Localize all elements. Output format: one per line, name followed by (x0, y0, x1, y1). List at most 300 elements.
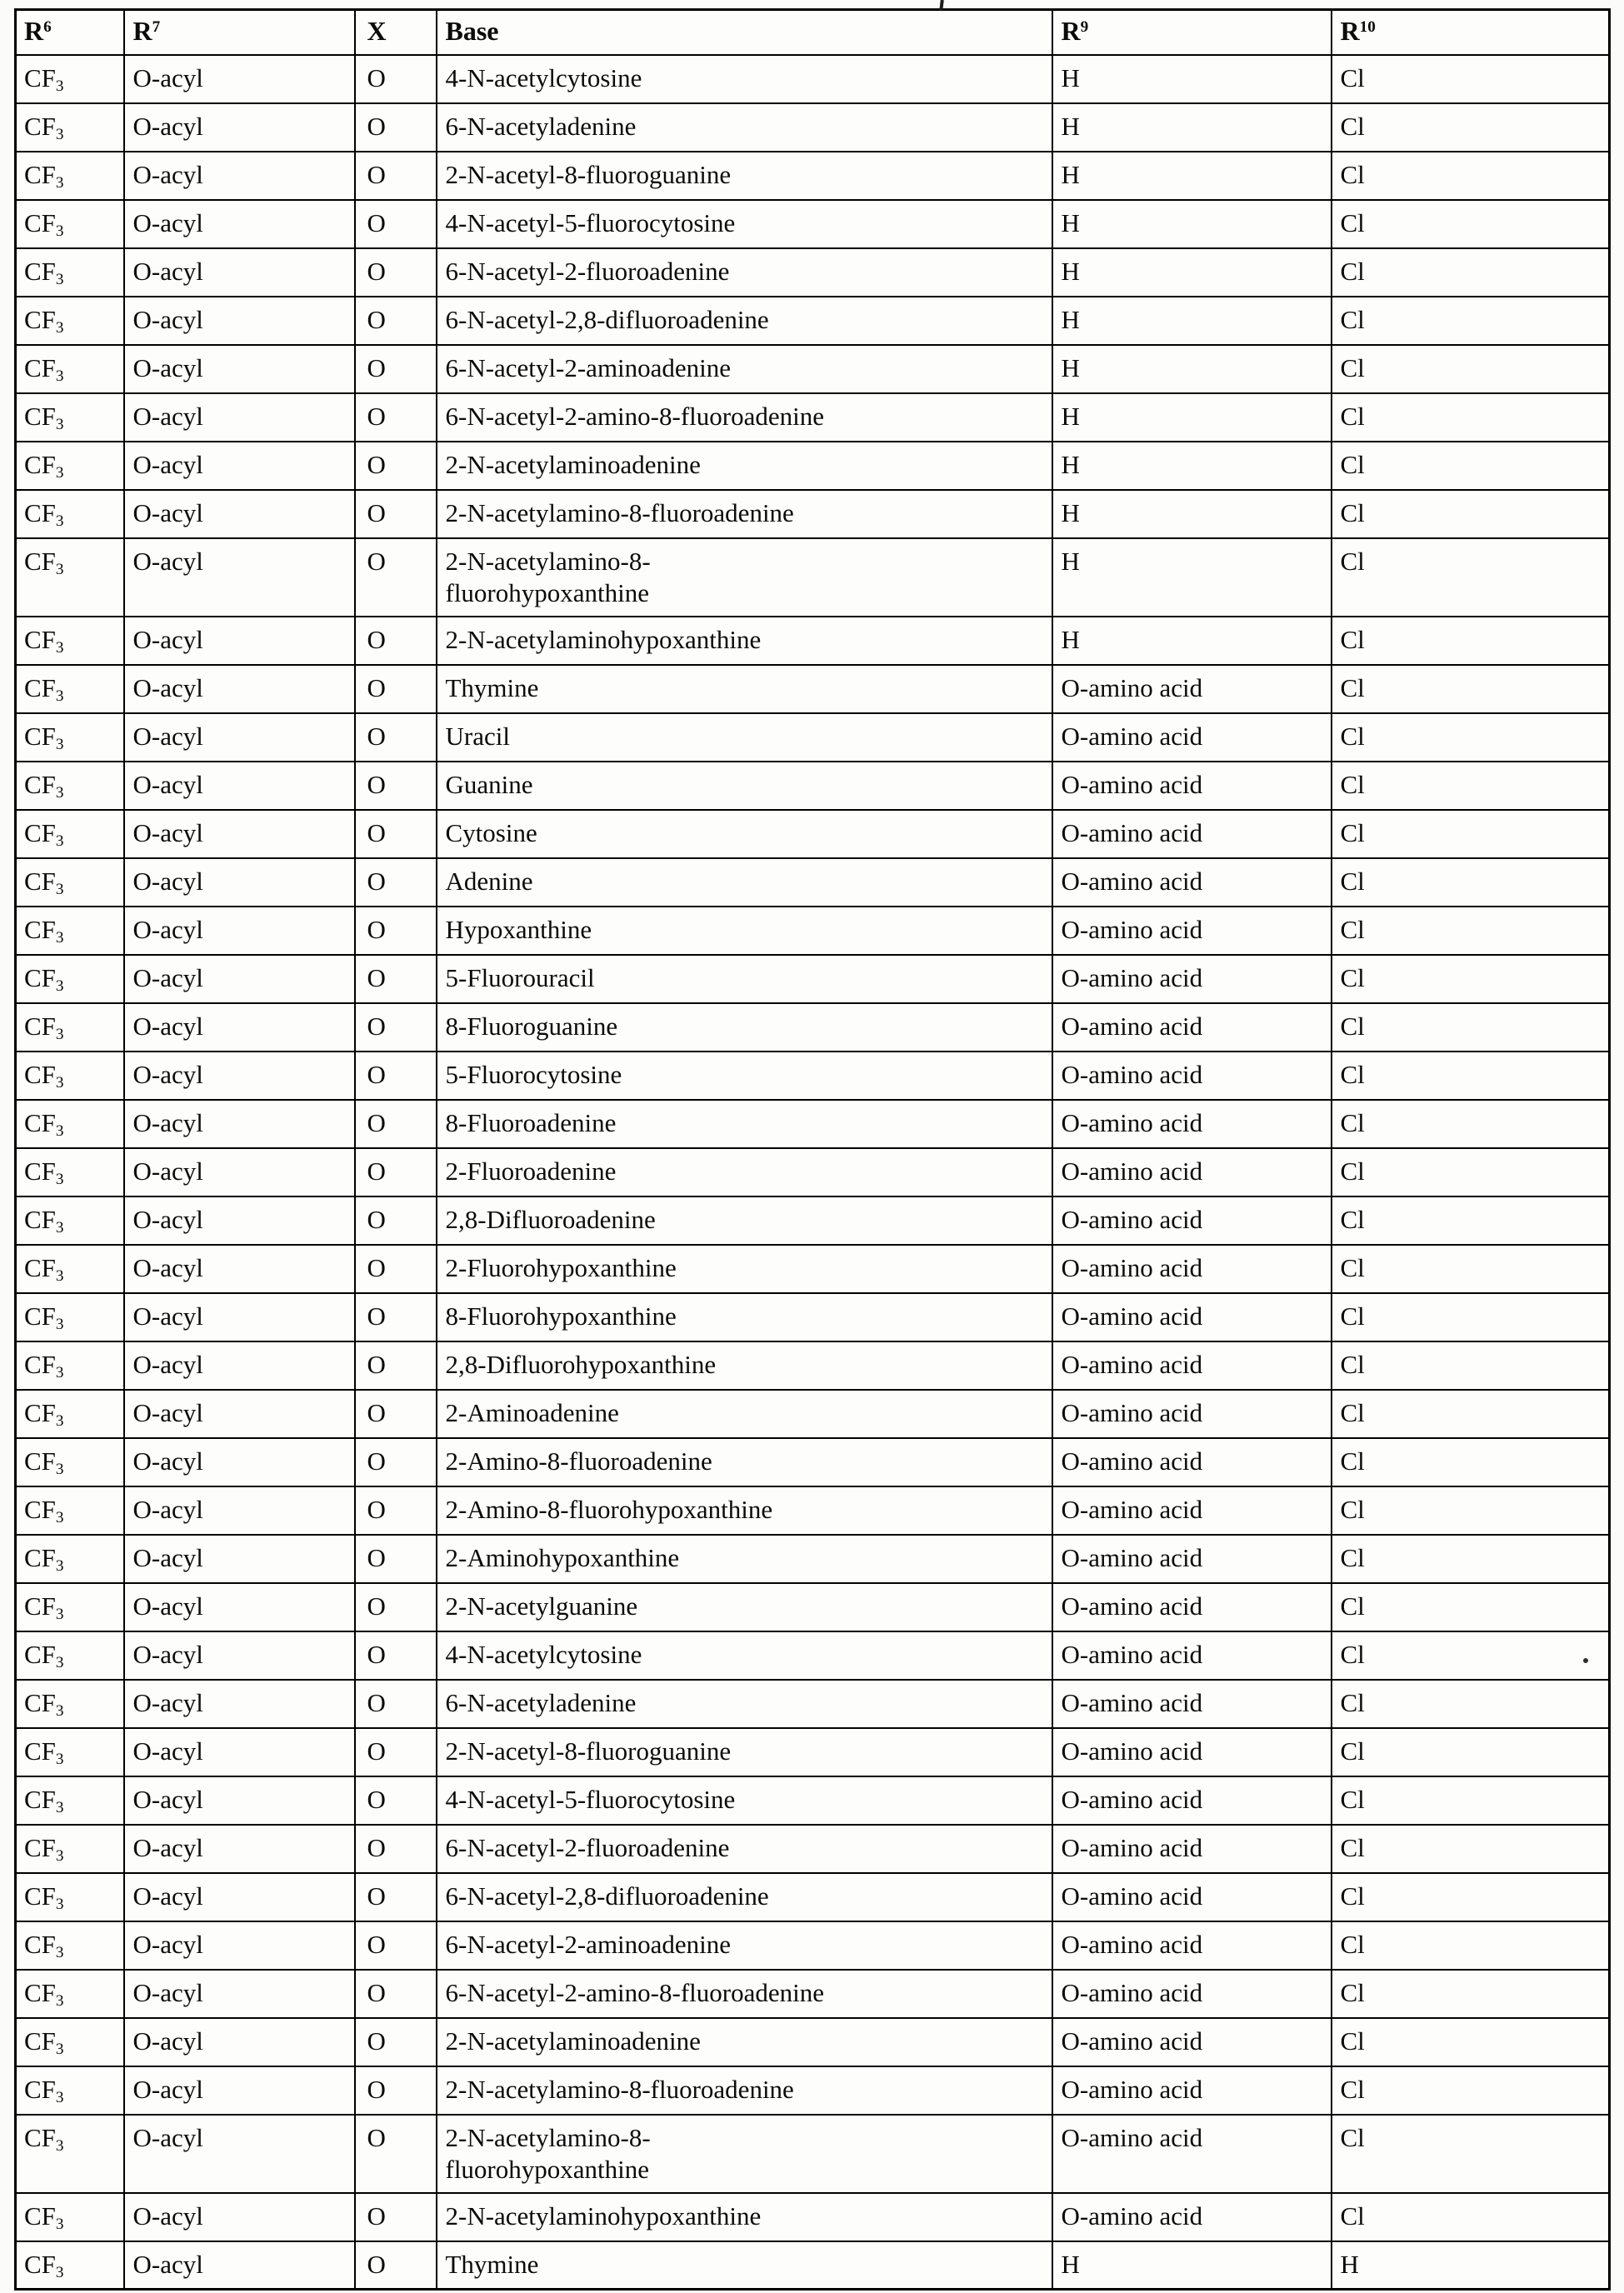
cell-base: 6-N-acetyl-2-amino-8-fluoroadenine (437, 1970, 1052, 2018)
cell-x: O (355, 1631, 437, 1680)
cell-r6: $CF_3$ (16, 2066, 124, 2115)
cell-x: O (355, 955, 437, 1003)
table-row (16, 858, 1610, 907)
cell-base: 6-N-acetyladenine (437, 1680, 1052, 1728)
table-row (16, 1873, 1610, 1921)
formula-subscript: 3 (55, 1218, 64, 1236)
cell-x: O (355, 297, 437, 345)
cell-r7: O-acyl (124, 762, 355, 810)
cell-r7: O-acyl (124, 490, 355, 538)
cell-r9: O-amino acid (1052, 1728, 1332, 1776)
formula-subscript: 3 (55, 1315, 64, 1333)
table-row (16, 617, 1610, 665)
cell-r6: $CF_3$ (16, 1970, 124, 2018)
cell-base: Cytosine (437, 810, 1052, 858)
table-row (16, 442, 1610, 490)
cell-r6: $CF_3$ (16, 1825, 124, 1873)
cell-r10: Cl (1332, 490, 1610, 538)
cell-r6: $CF_3$ (16, 297, 124, 345)
cell-r10: Cl (1332, 1100, 1610, 1148)
cell-x: O (355, 1776, 437, 1825)
cell-r10: Cl (1332, 1148, 1610, 1196)
table-row (16, 103, 1610, 152)
cell-r9: O-amino acid (1052, 665, 1332, 713)
table-row (16, 1535, 1610, 1583)
cell-r9: O-amino acid (1052, 1921, 1332, 1970)
cell-r10: Cl (1332, 1052, 1610, 1100)
cell-r9: O-amino acid (1052, 1970, 1332, 2018)
cell-r7: O-acyl (124, 1196, 355, 1245)
scan-artifact-dot (1583, 1658, 1588, 1663)
cell-r9: O-amino acid (1052, 2066, 1332, 2115)
document-page (14, 8, 1611, 2291)
cell-r6: $CF_3$ (16, 907, 124, 955)
cell-r7: O-acyl (124, 393, 355, 442)
cell-r9: O-amino acid (1052, 1631, 1332, 1680)
cell-r6: $CF_3$ (16, 200, 124, 248)
cell-r6: $CF_3$ (16, 1341, 124, 1390)
cell-r9: H (1052, 248, 1332, 297)
cell-r7: O-acyl (124, 297, 355, 345)
cell-r7: O-acyl (124, 1003, 355, 1052)
cell-r9: O-amino acid (1052, 907, 1332, 955)
header-superscript: 10 (1359, 18, 1376, 37)
cell-r6: $CF_3$ (16, 55, 124, 103)
cell-r9: O-amino acid (1052, 1148, 1332, 1196)
cell-base: Hypoxanthine (437, 907, 1052, 955)
formula-subscript: 3 (55, 1460, 64, 1478)
cell-r9: O-amino acid (1052, 1680, 1332, 1728)
cell-x: O (355, 1100, 437, 1148)
cell-r7: O-acyl (124, 1438, 355, 1486)
cell-r6: $CF_3$ (16, 955, 124, 1003)
cell-r7: O-acyl (124, 2018, 355, 2066)
cell-x: O (355, 490, 437, 538)
cell-r10: Cl (1332, 1293, 1610, 1341)
cell-r9: O-amino acid (1052, 1245, 1332, 1293)
table-row (16, 345, 1610, 393)
cell-r9: O-amino acid (1052, 1196, 1332, 1245)
cell-r9: O-amino acid (1052, 1825, 1332, 1873)
table-row (16, 1825, 1610, 1873)
cell-r10: Cl (1332, 1003, 1610, 1052)
formula-subscript: 3 (55, 638, 64, 657)
cell-base: 2-Amino-8-fluorohypoxanthine (437, 1486, 1052, 1535)
cell-r10: Cl (1332, 810, 1610, 858)
formula-subscript: 3 (55, 783, 64, 802)
cell-r9: O-amino acid (1052, 2115, 1332, 2193)
cell-r7: O-acyl (124, 955, 355, 1003)
table-row (16, 1438, 1610, 1486)
cell-r10: Cl (1332, 858, 1610, 907)
formula-subscript: 3 (55, 928, 64, 947)
cell-base: 6-N-acetyl-2,8-difluoroadenine (437, 1873, 1052, 1921)
cell-x: O (355, 103, 437, 152)
cell-x: O (355, 1873, 437, 1921)
cell-x: O (355, 1341, 437, 1390)
cell-x: O (355, 442, 437, 490)
cell-r6: $CF_3$ (16, 393, 124, 442)
cell-r7: O-acyl (124, 442, 355, 490)
table-row (16, 1196, 1610, 1245)
table-row (16, 713, 1610, 762)
cell-x: O (355, 1486, 437, 1535)
cell-x: O (355, 1728, 437, 1776)
cell-base: 2-N-acetyl-8-fluoroguanine (437, 152, 1052, 200)
cell-r7: O-acyl (124, 665, 355, 713)
formula-subscript: 3 (55, 270, 64, 288)
cell-r9: H (1052, 103, 1332, 152)
table-row (16, 1341, 1610, 1390)
cell-r6: $CF_3$ (16, 1776, 124, 1825)
table-row (16, 2193, 1610, 2241)
cell-r10: Cl (1332, 152, 1610, 200)
cell-r6: $CF_3$ (16, 2241, 124, 2290)
cell-r9: H (1052, 152, 1332, 200)
formula-subscript: 3 (55, 1266, 64, 1285)
cell-x: O (355, 1970, 437, 2018)
table-row (16, 1728, 1610, 1776)
formula-subscript: 3 (55, 1411, 64, 1430)
table-row (16, 1052, 1610, 1100)
table-row (16, 1631, 1610, 1680)
cell-r9: O-amino acid (1052, 858, 1332, 907)
cell-r6: $CF_3$ (16, 1052, 124, 1100)
cell-base: 6-N-acetyladenine (437, 103, 1052, 152)
cell-base: 2-N-acetylaminohypoxanthine (437, 617, 1052, 665)
cell-base: 2,8-Difluorohypoxanthine (437, 1341, 1052, 1390)
formula-subscript: 3 (55, 415, 64, 433)
cell-base: 2-N-acetylaminohypoxanthine (437, 2193, 1052, 2241)
formula-subscript: 3 (55, 1073, 64, 1092)
formula-subscript: 3 (55, 1605, 64, 1623)
cell-x: O (355, 200, 437, 248)
cell-r6: $CF_3$ (16, 1390, 124, 1438)
cell-r10: Cl (1332, 1583, 1610, 1631)
table-row (16, 1293, 1610, 1341)
cell-r6: $CF_3$ (16, 248, 124, 297)
cell-r9: H (1052, 393, 1332, 442)
cell-r6: $CF_3$ (16, 665, 124, 713)
cell-r9: H (1052, 345, 1332, 393)
table-row (16, 1776, 1610, 1825)
cell-r7: O-acyl (124, 2066, 355, 2115)
cell-x: O (355, 2115, 437, 2193)
cell-r10: Cl (1332, 1873, 1610, 1921)
cell-r10: Cl (1332, 1776, 1610, 1825)
cell-base: 2-N-acetylamino-8- fluorohypoxanthine (437, 538, 1052, 617)
cell-r10: Cl (1332, 55, 1610, 103)
column-header-x: X (355, 10, 437, 55)
column-header-r7: $R^7$ (124, 10, 355, 55)
cell-base: 2-N-acetylamino-8- fluorohypoxanthine (437, 2115, 1052, 2193)
cell-r10: Cl (1332, 1631, 1610, 1680)
cell-x: O (355, 858, 437, 907)
table-row (16, 55, 1610, 103)
cell-r9: O-amino acid (1052, 1003, 1332, 1052)
cell-r7: O-acyl (124, 810, 355, 858)
formula-subscript: 3 (55, 125, 64, 143)
formula-subscript: 3 (55, 880, 64, 898)
cell-r7: O-acyl (124, 858, 355, 907)
table-row (16, 248, 1610, 297)
cell-r9: O-amino acid (1052, 762, 1332, 810)
cell-r7: O-acyl (124, 103, 355, 152)
cell-base: 6-N-acetyl-2-fluoroadenine (437, 248, 1052, 297)
table-row (16, 1921, 1610, 1970)
table-row (16, 1245, 1610, 1293)
cell-r7: O-acyl (124, 1390, 355, 1438)
cell-x: O (355, 1535, 437, 1583)
cell-base: 6-N-acetyl-2-aminoadenine (437, 1921, 1052, 1970)
cell-r6: $CF_3$ (16, 1003, 124, 1052)
cell-r6: $CF_3$ (16, 345, 124, 393)
cell-r10: Cl (1332, 2115, 1610, 2193)
cell-r6: $CF_3$ (16, 2115, 124, 2193)
formula-subscript: 3 (55, 977, 64, 995)
cell-r9: O-amino acid (1052, 1535, 1332, 1583)
formula-subscript: 3 (55, 77, 64, 95)
cell-x: O (355, 2018, 437, 2066)
table-row (16, 152, 1610, 200)
cell-x: O (355, 1921, 437, 1970)
cell-r7: O-acyl (124, 1680, 355, 1728)
cell-x: O (355, 2066, 437, 2115)
cell-x: O (355, 762, 437, 810)
cell-r7: O-acyl (124, 55, 355, 103)
cell-base: 2-Aminohypoxanthine (437, 1535, 1052, 1583)
cell-r10: H (1332, 2241, 1610, 2290)
table-row (16, 1583, 1610, 1631)
cell-r10: Cl (1332, 345, 1610, 393)
cell-x: O (355, 538, 437, 617)
formula-subscript: 3 (55, 1556, 64, 1575)
table-row (16, 1970, 1610, 2018)
cell-r7: O-acyl (124, 713, 355, 762)
header-row (16, 10, 1610, 55)
formula-subscript: 3 (55, 1943, 64, 1961)
table-row (16, 2241, 1610, 2290)
cell-r7: O-acyl (124, 152, 355, 200)
cell-r10: Cl (1332, 1196, 1610, 1245)
cell-x: O (355, 55, 437, 103)
formula-subscript: 3 (55, 463, 64, 482)
cell-r10: Cl (1332, 2018, 1610, 2066)
cell-base: 4-N-acetyl-5-fluorocytosine (437, 200, 1052, 248)
cell-r7: O-acyl (124, 1293, 355, 1341)
cell-r9: H (1052, 490, 1332, 538)
table-row (16, 1148, 1610, 1196)
formula-subscript: 3 (55, 1991, 64, 2010)
table-row (16, 538, 1610, 617)
formula-subscript: 3 (55, 1170, 64, 1188)
cell-r7: O-acyl (124, 1148, 355, 1196)
cell-r9: O-amino acid (1052, 1341, 1332, 1390)
table-row (16, 1003, 1610, 1052)
formula-subscript: 3 (55, 2040, 64, 2058)
cell-r6: $CF_3$ (16, 103, 124, 152)
cell-r10: Cl (1332, 248, 1610, 297)
formula-subscript: 3 (55, 318, 64, 337)
cell-r9: O-amino acid (1052, 2193, 1332, 2241)
cell-r6: $CF_3$ (16, 1583, 124, 1631)
cell-r7: O-acyl (124, 345, 355, 393)
cell-r6: $CF_3$ (16, 713, 124, 762)
formula-subscript: 3 (55, 1750, 64, 1768)
cell-r7: O-acyl (124, 1100, 355, 1148)
cell-r7: O-acyl (124, 1486, 355, 1535)
cell-r9: H (1052, 442, 1332, 490)
cell-r6: $CF_3$ (16, 1535, 124, 1583)
cell-r6: $CF_3$ (16, 1486, 124, 1535)
cell-x: O (355, 665, 437, 713)
cell-base: 8-Fluoroguanine (437, 1003, 1052, 1052)
table-row (16, 955, 1610, 1003)
cell-r9: O-amino acid (1052, 810, 1332, 858)
cell-r9: H (1052, 200, 1332, 248)
cell-r6: $CF_3$ (16, 762, 124, 810)
cell-r10: Cl (1332, 2193, 1610, 2241)
cell-r7: O-acyl (124, 248, 355, 297)
cell-r7: O-acyl (124, 907, 355, 955)
cell-r10: Cl (1332, 955, 1610, 1003)
cell-base: 2-N-acetylaminoadenine (437, 2018, 1052, 2066)
cell-x: O (355, 1003, 437, 1052)
cell-base: 2,8-Difluoroadenine (437, 1196, 1052, 1245)
cell-x: O (355, 1293, 437, 1341)
cell-r9: O-amino acid (1052, 2018, 1332, 2066)
table-row (16, 665, 1610, 713)
formula-subscript: 3 (55, 1895, 64, 1913)
formula-subscript: 3 (55, 735, 64, 753)
cell-r9: O-amino acid (1052, 713, 1332, 762)
cell-r6: $CF_3$ (16, 2193, 124, 2241)
formula-subscript: 3 (55, 1363, 64, 1381)
cell-x: O (355, 1438, 437, 1486)
cell-base: 4-N-acetyl-5-fluorocytosine (437, 1776, 1052, 1825)
cell-r7: O-acyl (124, 538, 355, 617)
cell-x: O (355, 1196, 437, 1245)
formula-subscript: 3 (55, 2088, 64, 2106)
formula-subscript: 3 (55, 1846, 64, 1865)
formula-subscript: 3 (55, 367, 64, 385)
cell-r10: Cl (1332, 762, 1610, 810)
cell-r10: Cl (1332, 2066, 1610, 2115)
cell-r10: Cl (1332, 1728, 1610, 1776)
cell-r10: Cl (1332, 1825, 1610, 1873)
cell-base: 6-N-acetyl-2-fluoroadenine (437, 1825, 1052, 1873)
cell-base: 5-Fluorocytosine (437, 1052, 1052, 1100)
cell-r7: O-acyl (124, 1970, 355, 2018)
cell-x: O (355, 617, 437, 665)
table-row (16, 490, 1610, 538)
cell-x: O (355, 810, 437, 858)
cell-r7: O-acyl (124, 1873, 355, 1921)
cell-x: O (355, 1052, 437, 1100)
cell-r6: $CF_3$ (16, 152, 124, 200)
cell-base: 8-Fluorohypoxanthine (437, 1293, 1052, 1341)
cell-r9: H (1052, 297, 1332, 345)
cell-r10: Cl (1332, 393, 1610, 442)
table-row (16, 810, 1610, 858)
cell-r10: Cl (1332, 713, 1610, 762)
table-row (16, 200, 1610, 248)
table-row (16, 907, 1610, 955)
formula-subscript: 3 (55, 512, 64, 530)
cell-r9: O-amino acid (1052, 1438, 1332, 1486)
cell-x: O (355, 907, 437, 955)
cell-base: 5-Fluorouracil (437, 955, 1052, 1003)
cell-base: 6-N-acetyl-2,8-difluoroadenine (437, 297, 1052, 345)
table-row (16, 1390, 1610, 1438)
table-row (16, 2115, 1610, 2193)
cell-base: Adenine (437, 858, 1052, 907)
table-row (16, 2066, 1610, 2115)
cell-r6: $CF_3$ (16, 1100, 124, 1148)
formula-subscript: 3 (55, 1025, 64, 1043)
cell-r10: Cl (1332, 1390, 1610, 1438)
cell-r10: Cl (1332, 665, 1610, 713)
cell-base: 2-N-acetylamino-8-fluoroadenine (437, 2066, 1052, 2115)
header-superscript: 7 (152, 18, 161, 37)
cell-base: 2-N-acetylguanine (437, 1583, 1052, 1631)
cell-r10: Cl (1332, 103, 1610, 152)
cell-r6: $CF_3$ (16, 1245, 124, 1293)
cell-r9: O-amino acid (1052, 1293, 1332, 1341)
cell-r7: O-acyl (124, 1921, 355, 1970)
cell-r10: Cl (1332, 442, 1610, 490)
cell-r7: O-acyl (124, 1583, 355, 1631)
cell-base: 2-Amino-8-fluoroadenine (437, 1438, 1052, 1486)
cell-base: 2-N-acetylamino-8-fluoroadenine (437, 490, 1052, 538)
cell-r6: $CF_3$ (16, 442, 124, 490)
cell-base: Uracil (437, 713, 1052, 762)
cell-r9: O-amino acid (1052, 1486, 1332, 1535)
cell-base: 8-Fluoroadenine (437, 1100, 1052, 1148)
cell-r10: Cl (1332, 1921, 1610, 1970)
cell-r7: O-acyl (124, 200, 355, 248)
cell-base: 2-N-acetylaminoadenine (437, 442, 1052, 490)
formula-subscript: 3 (55, 832, 64, 850)
cell-x: O (355, 2241, 437, 2290)
cell-r6: $CF_3$ (16, 490, 124, 538)
cell-r6: $CF_3$ (16, 1873, 124, 1921)
cell-x: O (355, 1390, 437, 1438)
table-row (16, 393, 1610, 442)
header-superscript: 9 (1080, 18, 1089, 37)
cell-r7: O-acyl (124, 2193, 355, 2241)
cell-r9: O-amino acid (1052, 1583, 1332, 1631)
cell-x: O (355, 1148, 437, 1196)
cell-r7: O-acyl (124, 617, 355, 665)
cell-x: O (355, 1245, 437, 1293)
table-row (16, 1680, 1610, 1728)
cell-x: O (355, 393, 437, 442)
cell-r10: Cl (1332, 1438, 1610, 1486)
cell-r10: Cl (1332, 617, 1610, 665)
cell-r9: O-amino acid (1052, 1873, 1332, 1921)
cell-r10: Cl (1332, 1970, 1610, 2018)
cell-r6: $CF_3$ (16, 1148, 124, 1196)
cell-r6: $CF_3$ (16, 1921, 124, 1970)
cell-r9: O-amino acid (1052, 1052, 1332, 1100)
cell-base: 2-N-acetyl-8-fluoroguanine (437, 1728, 1052, 1776)
cell-r10: Cl (1332, 907, 1610, 955)
cell-r10: Cl (1332, 1245, 1610, 1293)
cell-r10: Cl (1332, 297, 1610, 345)
cell-base: 6-N-acetyl-2-aminoadenine (437, 345, 1052, 393)
cell-r7: O-acyl (124, 2115, 355, 2193)
